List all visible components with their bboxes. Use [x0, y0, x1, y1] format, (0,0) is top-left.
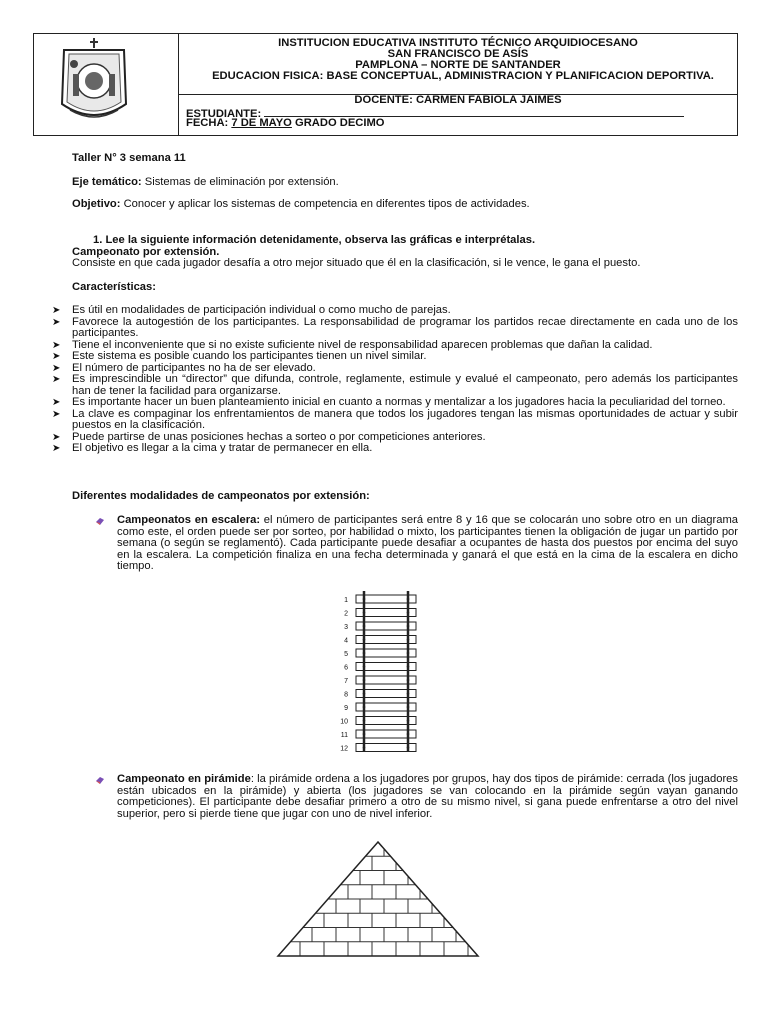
grade: GRADO DECIMO	[295, 117, 385, 129]
ladder-number: 6	[344, 664, 348, 672]
objetivo-text: Conocer y aplicar los sistemas de competencia en diferentes tipos de actividades.	[123, 198, 530, 210]
saint-name: SAN FRANCISCO DE ASÍS	[387, 48, 529, 60]
arrow-bullet-icon: ➤	[52, 431, 61, 443]
workshop-title: Taller N° 3 semana 11	[72, 152, 186, 164]
list-item: ➤ Es imprescindible un “director” que difunda, controle, reglamente, estimule y evalué el campeonato, pero además los participantes han de tener la facilidad para organizarse.	[52, 373, 738, 397]
list-item: ➤ Es útil en modalidades de participación individual o como mucho de parejas.	[52, 304, 451, 316]
eje-label: Eje temático:	[72, 176, 142, 188]
instruction-item-1: 1. Lee la siguiente información detenidamente, observa las gráficas e interprétalas.	[93, 234, 536, 246]
header-text	[179, 34, 737, 135]
ladder-number: 12	[340, 745, 348, 753]
location: PAMPLONA – NORTE DE SANTANDER	[355, 59, 561, 71]
institution-name: INSTITUCION EDUCATIVA INSTITUTO TÉCNICO ARQUIDIOCESANO	[278, 37, 638, 49]
ladder-number: 10	[340, 718, 348, 726]
escalera-section	[95, 515, 738, 573]
list-item: ➤ Puede partirse de unas posiciones hechas a sorteo o por competiciones anteriores.	[52, 430, 486, 443]
caracteristicas-list	[52, 305, 738, 455]
ladder-number: 7	[344, 678, 348, 685]
list-item: ➤ Tiene el inconveniente que si no existe suficiente nivel de responsabilidad aparecen problemas que dañan la calidad.	[52, 338, 653, 351]
book-bullet-icon	[95, 516, 105, 526]
ladder-number: 9	[344, 705, 348, 712]
student-label: ESTUDIANTE:	[186, 108, 262, 120]
arrow-bullet-icon: ➤	[52, 374, 61, 385]
date-row	[186, 118, 727, 130]
modalidades-title: Diferentes modalidades de campeonatos por extensión:	[72, 490, 370, 502]
logo-cell	[34, 34, 179, 135]
arrow-bullet-icon: ➤	[52, 305, 61, 316]
school-crest-logo	[34, 34, 178, 135]
piramide-section	[95, 774, 738, 820]
arrow-bullet-icon: ➤	[52, 362, 61, 374]
date-label: FECHA:	[186, 117, 229, 129]
ladder-number: 5	[344, 651, 348, 658]
ladder-number: 4	[344, 637, 348, 645]
header-table	[33, 33, 738, 136]
subject: EDUCACION FISICA: BASE CONCEPTUAL, ADMINISTRACION Y PLANIFICACION DEPORTIVA.	[212, 70, 714, 82]
ladder-number: 2	[344, 610, 348, 618]
teacher: DOCENTE: CARMEN FABIOLA JAIMES	[354, 94, 562, 106]
ladder-diagram	[336, 589, 436, 754]
list-item: ➤ El número de participantes no ha de ser elevado.	[52, 361, 316, 374]
arrow-bullet-icon: ➤	[52, 316, 61, 328]
student-name-line[interactable]	[264, 107, 684, 117]
ladder-number: 11	[340, 732, 348, 739]
campeonato-title: Campeonato por extensión.	[72, 246, 220, 258]
arrow-bullet-icon: ➤	[52, 408, 61, 420]
list-item: ➤ Este sistema es posible cuando los participantes tienen un nivel similar.	[52, 350, 427, 362]
date-value: 7 DE MAYO	[231, 117, 292, 129]
list-item: ➤ El objetivo es llegar a la cima y tratar de permanecer en ella.	[52, 442, 373, 454]
list-item: ➤ Es importante hacer un buen planteamiento inicial en cuanto a normas y mentalizar a los jugadores hacia la peculiaridad del torneo.	[52, 396, 726, 408]
ladder-number: 8	[344, 691, 348, 699]
list-item: ➤ Favorece la autogestión de los participantes. La responsabilidad de programar los partidos recae directamente en cada uno de los participantes.	[52, 315, 738, 339]
pyramid-diagram	[276, 840, 480, 960]
list-item: ➤ La clave es compaginar los enfrentamientos de manera que todos los jugadores tengan las mismas oportunidades de actuar y subir puestos en la clasificación.	[52, 407, 738, 431]
arrow-bullet-icon: ➤	[52, 351, 61, 362]
arrow-bullet-icon: ➤	[52, 443, 61, 454]
escalera-paragraph: Campeonatos en escalera: el número de participantes será entre 8 y 16 que se colocarán uno sobre otro en un diagrama como este, el orden puede ser por sorteo, por habilidad o mixto, los participantes tienen la obligación de jugar un partido por semana (o según se reglamentó). Cada participante puede desafiar a ocupantes de hasta dos puestos por encima del suyo en la escalera. La competición finaliza en una fecha determinada y ganará el que está en la cima de la escalera en dicho tiempo.	[117, 514, 738, 572]
ladder-number: 3	[344, 624, 348, 631]
caracteristicas-title: Características:	[72, 281, 156, 293]
piramide-paragraph: Campeonato en pirámide: la pirámide ordena a los jugadores por grupos, hay dos tipos de pirámide: cerrada (los jugadores están ubicados en la pirámide) y abierta (los jugadores se van colocando en la pirámide según vayan ganando competiciones). El participante debe desafiar primero a otro de su mismo nivel, si gana puede enfrentarse a otro del nivel superior, pero si pierde tiene que jugar con uno de nivel inferior.	[117, 773, 738, 820]
book-bullet-icon	[95, 775, 105, 785]
campeonato-text: Consiste en que cada jugador desafía a otro mejor situado que él en la clasificación, si le vence, le gana el puesto.	[72, 257, 641, 269]
arrow-bullet-icon: ➤	[52, 397, 61, 408]
objetivo-label: Objetivo:	[72, 198, 121, 210]
arrow-bullet-icon: ➤	[52, 339, 61, 351]
objetivo	[72, 199, 738, 211]
eje-text: Sistemas de eliminación por extensión.	[144, 176, 339, 188]
eje-tematico	[72, 177, 738, 189]
ladder-number: 1	[344, 597, 348, 604]
